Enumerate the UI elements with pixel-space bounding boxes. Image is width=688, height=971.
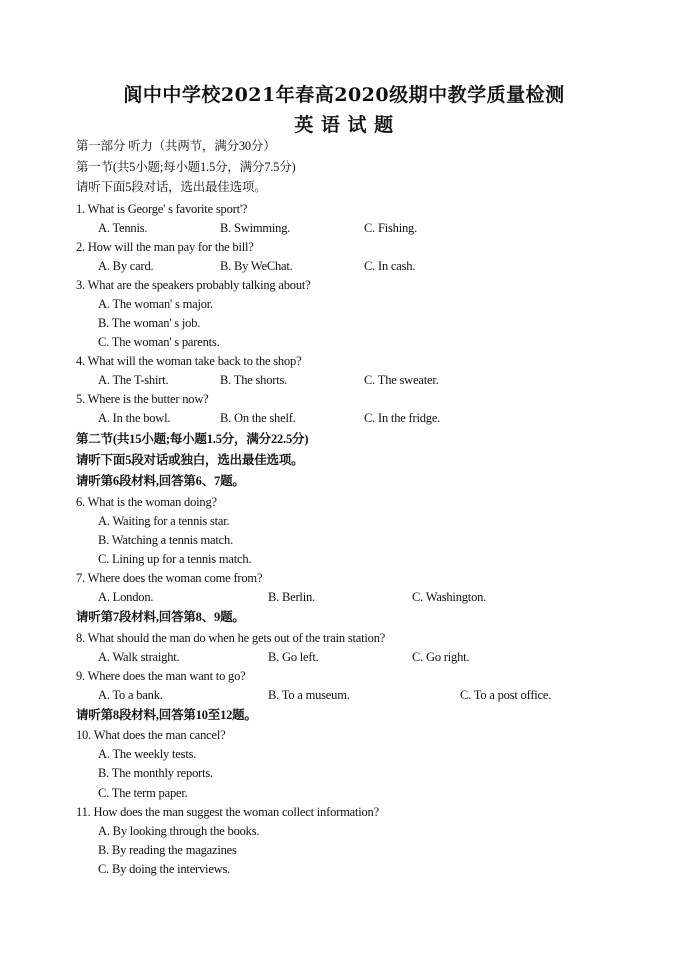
material-instruction: 请听第7段材料,回答第8、9题。 bbox=[76, 610, 245, 624]
option-a: A. To a bank. bbox=[98, 688, 163, 702]
option-c: C. Fishing. bbox=[364, 221, 418, 235]
option-c: C. In cash. bbox=[364, 259, 416, 273]
section-instruction: 请听下面5段对话或独白，选出最佳选项。 bbox=[76, 453, 304, 467]
option-b: B. The woman' s job. bbox=[98, 316, 201, 330]
question-text: 11. How does the man suggest the woman collect information? bbox=[76, 805, 379, 819]
option-a: A. In the bowl. bbox=[98, 411, 171, 425]
question-text: 3. What are the speakers probably talking about? bbox=[76, 278, 311, 292]
section-heading: 第一节(共5小题;每小题1.5分，满分7.5分) bbox=[76, 160, 296, 174]
option-b: B. By reading the magazines bbox=[98, 843, 237, 857]
option-b: B. Go left. bbox=[268, 650, 319, 664]
option-c: C. Go right. bbox=[412, 650, 470, 664]
option-a: A. By looking through the books. bbox=[98, 824, 260, 838]
option-a: A. Walk straight. bbox=[98, 650, 180, 664]
option-b: B. By WeChat. bbox=[220, 259, 293, 273]
material-instruction: 请听第6段材料,回答第6、7题。 bbox=[76, 474, 245, 488]
material-instruction: 请听第8段材料,回答第10至12题。 bbox=[76, 708, 257, 722]
option-a: A. The weekly tests. bbox=[98, 747, 197, 761]
option-c: C. Washington. bbox=[412, 590, 487, 604]
option-b: B. Watching a tennis match. bbox=[98, 533, 233, 547]
option-b: B. Berlin. bbox=[268, 590, 315, 604]
exam-title: 阆中中学校2021年春高2020级期中教学质量检测 bbox=[123, 84, 565, 106]
section-instruction: 请听下面5段对话，选出最佳选项。 bbox=[76, 180, 267, 194]
option-a: A. London. bbox=[98, 590, 154, 604]
part-heading: 第一部分 听力（共两节，满分30分） bbox=[76, 139, 276, 153]
option-c: C. The woman' s parents. bbox=[98, 335, 220, 349]
option-a: A. By card. bbox=[98, 259, 154, 273]
option-a: A. Tennis. bbox=[98, 221, 148, 235]
option-c: C. Lining up for a tennis match. bbox=[98, 552, 252, 566]
option-b: B. Swimming. bbox=[220, 221, 291, 235]
option-c: C. By doing the interviews. bbox=[98, 862, 231, 876]
question-text: 2. How will the man pay for the bill? bbox=[76, 240, 254, 254]
question-text: 8. What should the man do when he gets out of the train station? bbox=[76, 631, 386, 645]
question-text: 1. What is George' s favorite sport'? bbox=[76, 202, 248, 216]
question-text: 6. What is the woman doing? bbox=[76, 495, 217, 509]
question-text: 4. What will the woman take back to the shop? bbox=[76, 354, 302, 368]
option-b: B. To a museum. bbox=[268, 688, 350, 702]
option-c: C. In the fridge. bbox=[364, 411, 441, 425]
option-a: A. The woman' s major. bbox=[98, 297, 213, 311]
question-text: 5. Where is the butter now? bbox=[76, 392, 209, 406]
option-b: B. The monthly reports. bbox=[98, 766, 213, 780]
option-c: C. To a post office. bbox=[460, 688, 552, 702]
option-b: B. The shorts. bbox=[220, 373, 288, 387]
option-b: B. On the shelf. bbox=[220, 411, 296, 425]
question-text: 7. Where does the woman come from? bbox=[76, 571, 263, 585]
exam-subject-title: 英 语 试 题 bbox=[294, 114, 394, 136]
question-text: 10. What does the man cancel? bbox=[76, 728, 226, 742]
option-a: A. Waiting for a tennis star. bbox=[98, 514, 230, 528]
section-heading: 第二节(共15小题;每小题1.5分，满分22.5分) bbox=[76, 432, 309, 446]
option-a: A. The T-shirt. bbox=[98, 373, 169, 387]
question-text: 9. Where does the man want to go? bbox=[76, 669, 246, 683]
option-c: C. The sweater. bbox=[364, 373, 439, 387]
option-c: C. The term paper. bbox=[98, 786, 188, 800]
